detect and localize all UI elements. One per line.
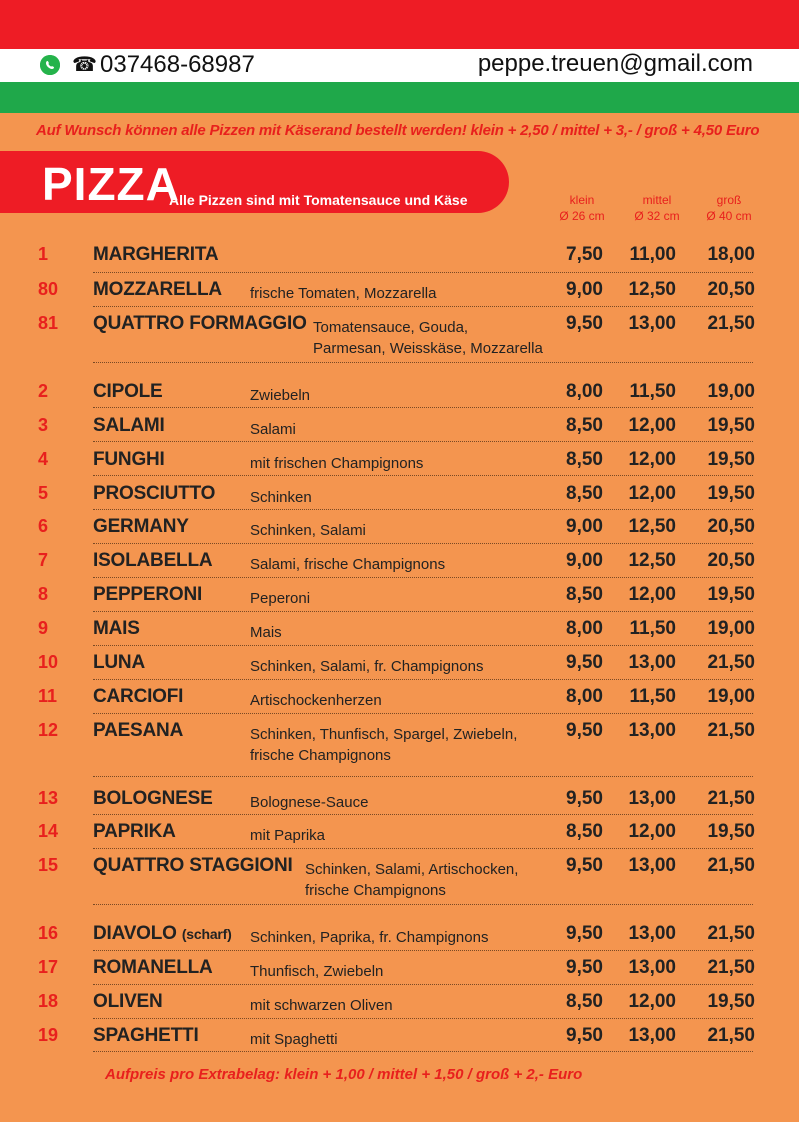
item-description-line: Schinken, Salami, Artischocken, — [305, 861, 519, 878]
item-description-line: mit frischen Champignons — [250, 455, 424, 472]
price-medium: 12,50 — [628, 279, 676, 300]
size-header-large — [684, 192, 774, 224]
item-name — [93, 313, 307, 335]
item-name — [93, 1025, 199, 1047]
item-description — [250, 724, 517, 766]
price-medium: 12,00 — [628, 821, 676, 842]
row-separator — [93, 679, 753, 680]
price-large: 21,50 — [707, 313, 755, 334]
price-small: 8,00 — [566, 618, 603, 639]
item-description — [250, 487, 312, 508]
price-medium: 12,00 — [628, 584, 676, 605]
item-description-line: Schinken, Salami, fr. Champignons — [250, 658, 484, 675]
price-medium: 11,50 — [629, 618, 676, 639]
price-large: 21,50 — [707, 957, 755, 978]
price-medium: 13,00 — [628, 788, 676, 809]
item-description-line: frische Champignons — [305, 882, 446, 899]
price-medium: 12,00 — [628, 991, 676, 1012]
item-name — [93, 991, 163, 1013]
price-large: 20,50 — [707, 516, 755, 537]
item-number: 9 — [38, 618, 49, 638]
item-number: 17 — [38, 957, 59, 977]
row-separator — [93, 984, 753, 985]
price-small: 9,50 — [566, 788, 603, 809]
price-small: 7,50 — [566, 244, 603, 265]
price-small: 8,50 — [566, 483, 603, 504]
price-small: 8,00 — [566, 686, 603, 707]
extra-topping-note: Aufpreis pro Extrabelag: klein + 1,00 / mittel + 1,50 / groß + 2,- Euro — [105, 1066, 583, 1083]
item-description — [250, 283, 436, 304]
whatsapp-icon — [40, 55, 60, 75]
price-small: 9,50 — [566, 855, 603, 876]
item-description-line: Schinken — [250, 489, 312, 506]
price-large: 19,50 — [707, 584, 755, 605]
price-large: 21,50 — [707, 720, 755, 741]
row-separator — [93, 577, 753, 578]
item-name — [93, 652, 145, 674]
item-name-text: SPAGHETTI — [93, 1025, 199, 1046]
price-large: 19,00 — [707, 686, 755, 707]
row-separator — [93, 362, 753, 363]
item-description — [250, 792, 368, 813]
item-description — [250, 453, 423, 474]
item-description-line: Schinken, Thunfisch, Spargel, Zwiebeln, — [250, 726, 518, 743]
flag-green-stripe — [0, 82, 799, 113]
row-separator — [93, 776, 753, 777]
price-medium: 12,50 — [628, 550, 676, 571]
price-medium: 13,00 — [628, 923, 676, 944]
item-number: 7 — [38, 550, 49, 570]
item-name-text: LUNA — [93, 652, 145, 673]
item-name-text: MARGHERITA — [93, 244, 219, 265]
item-number: 8 — [38, 584, 49, 604]
item-name-suffix: (scharf) — [181, 926, 232, 942]
item-description — [250, 995, 393, 1016]
row-separator — [93, 1051, 753, 1052]
item-name — [93, 449, 165, 471]
item-description-line: Tomatensauce, Gouda, — [313, 319, 469, 336]
price-large: 20,50 — [707, 550, 755, 571]
price-large: 19,00 — [707, 381, 755, 402]
item-description-line: Salami, frische Champignons — [250, 556, 446, 573]
item-name — [93, 855, 293, 877]
price-medium: 13,00 — [628, 1025, 676, 1046]
item-description — [250, 520, 366, 541]
phone-number: 037468-68987 — [100, 51, 255, 78]
row-separator — [93, 848, 753, 849]
item-name — [93, 279, 222, 301]
price-large: 21,50 — [707, 1025, 755, 1046]
size-diameter: Ø 32 cm — [634, 209, 680, 223]
flag-red-stripe — [0, 0, 799, 49]
item-description-line: Salami — [250, 421, 296, 438]
item-description-line: Zwiebeln — [250, 387, 311, 404]
row-separator — [93, 407, 753, 408]
item-description — [250, 622, 282, 643]
item-number: 10 — [38, 652, 59, 672]
price-small: 9,50 — [566, 1025, 603, 1046]
price-small: 9,50 — [566, 957, 603, 978]
item-description-line: mit Spaghetti — [250, 1031, 338, 1048]
item-number: 15 — [38, 855, 59, 875]
item-description — [250, 961, 383, 982]
price-small: 8,50 — [566, 449, 603, 470]
item-name-text: PAPRIKA — [93, 821, 176, 842]
item-name — [93, 381, 163, 403]
price-small: 9,00 — [566, 516, 603, 537]
row-separator — [93, 509, 753, 510]
item-name — [93, 483, 215, 505]
row-separator — [93, 543, 753, 544]
price-small: 9,50 — [566, 720, 603, 741]
item-number: 5 — [38, 483, 49, 503]
size-label: groß — [716, 193, 742, 207]
price-medium: 12,50 — [628, 516, 676, 537]
item-name-text: MAIS — [93, 618, 140, 639]
item-number: 4 — [38, 449, 49, 469]
item-name — [93, 516, 189, 538]
item-number: 11 — [38, 686, 58, 706]
item-name-text: FUNGHI — [93, 449, 165, 470]
size-diameter: Ø 26 cm — [559, 209, 605, 223]
price-medium: 11,50 — [629, 381, 676, 402]
item-name-text: QUATTRO FORMAGGIO — [93, 313, 307, 334]
item-description — [250, 927, 488, 948]
row-separator — [93, 475, 753, 476]
item-number: 18 — [38, 991, 59, 1011]
item-description — [250, 825, 325, 846]
row-separator — [93, 814, 753, 815]
price-small: 9,50 — [566, 313, 603, 334]
size-label: mittel — [642, 193, 672, 207]
item-name-text: CARCIOFI — [93, 686, 184, 707]
item-number: 12 — [38, 720, 59, 740]
item-description-line: mit schwarzen Oliven — [250, 997, 393, 1014]
item-name-text: QUATTRO STAGGIONI — [93, 855, 293, 876]
cheese-crust-note: Auf Wunsch können alle Pizzen mit Käserand bestellt werden! klein + 2,50 / mittel + 3,- / groß + 4,50 Euro — [36, 122, 760, 139]
item-name — [93, 923, 232, 945]
size-label: klein — [569, 193, 595, 207]
price-small: 8,50 — [566, 415, 603, 436]
item-number: 3 — [38, 415, 49, 435]
item-description — [305, 859, 518, 901]
item-name-text: BOLOGNESE — [93, 788, 213, 809]
row-separator — [93, 645, 753, 646]
item-description — [250, 554, 445, 575]
price-large: 21,50 — [707, 788, 755, 809]
item-name-text: PEPPERONI — [93, 584, 203, 605]
row-separator — [93, 272, 753, 273]
price-medium: 13,00 — [628, 652, 676, 673]
price-small: 8,50 — [566, 991, 603, 1012]
price-large: 19,50 — [707, 449, 755, 470]
item-description-line: Schinken, Salami — [250, 522, 366, 539]
price-medium: 12,00 — [628, 483, 676, 504]
price-small: 9,50 — [566, 923, 603, 944]
item-description — [250, 385, 310, 406]
row-separator — [93, 950, 753, 951]
section-subtitle: Alle Pizzen sind mit Tomatensauce und Käse — [169, 192, 468, 208]
row-separator — [93, 1018, 753, 1019]
item-number: 14 — [38, 821, 59, 841]
price-medium: 12,00 — [628, 415, 676, 436]
item-description-line: frische Tomaten, Mozzarella — [250, 285, 437, 302]
price-medium: 11,00 — [629, 244, 676, 265]
item-number: 80 — [38, 279, 59, 299]
item-description-line: Peperoni — [250, 590, 311, 607]
item-description — [313, 317, 543, 359]
item-description-line: Schinken, Paprika, fr. Champignons — [250, 929, 489, 946]
item-description-line: Bolognese-Sauce — [250, 794, 369, 811]
price-large: 18,00 — [707, 244, 755, 265]
item-number: 19 — [38, 1025, 59, 1045]
item-name-text: ISOLABELLA — [93, 550, 213, 571]
price-medium: 13,00 — [628, 855, 676, 876]
item-number: 13 — [38, 788, 59, 808]
item-name-text: OLIVEN — [93, 991, 163, 1012]
price-large: 19,50 — [707, 991, 755, 1012]
item-description-line: Parmesan, Weisskäse, Mozzarella — [313, 340, 543, 357]
price-large: 21,50 — [707, 923, 755, 944]
item-number: 16 — [38, 923, 59, 943]
item-description — [250, 690, 382, 711]
item-name — [93, 618, 140, 640]
row-separator — [93, 306, 753, 307]
item-description-line: frische Champignons — [250, 747, 391, 764]
item-number: 1 — [38, 244, 49, 264]
price-medium: 13,00 — [628, 313, 676, 334]
row-separator — [93, 441, 753, 442]
item-name — [93, 686, 183, 708]
item-name-text: PROSCIUTTO — [93, 483, 216, 504]
price-small: 8,50 — [566, 821, 603, 842]
price-small: 9,00 — [566, 279, 603, 300]
price-large: 19,50 — [707, 483, 755, 504]
item-name-text: SALAMI — [93, 415, 165, 436]
email-address: peppe.treuen@gmail.com — [477, 50, 753, 77]
item-name — [93, 720, 183, 742]
item-number: 6 — [38, 516, 49, 536]
item-number: 2 — [38, 381, 49, 401]
row-separator — [93, 713, 753, 714]
item-description — [250, 656, 483, 677]
price-medium: 12,00 — [628, 449, 676, 470]
item-name — [93, 788, 213, 810]
item-description-line: Artischockenherzen — [250, 692, 382, 709]
item-name-text: GERMANY — [93, 516, 189, 537]
item-name — [93, 821, 176, 843]
item-number: 81 — [38, 313, 59, 333]
price-small: 9,00 — [566, 550, 603, 571]
item-name-text: PAESANA — [93, 720, 184, 741]
item-name — [93, 957, 213, 979]
price-large: 19,00 — [707, 618, 755, 639]
item-name-text: MOZZARELLA — [93, 279, 222, 300]
item-name — [93, 584, 202, 606]
price-small: 8,00 — [566, 381, 603, 402]
size-diameter: Ø 40 cm — [706, 209, 752, 223]
item-name-text: ROMANELLA — [93, 957, 213, 978]
price-large: 20,50 — [707, 279, 755, 300]
item-description-line: Mais — [250, 624, 282, 641]
price-medium: 13,00 — [628, 957, 676, 978]
price-medium: 11,50 — [629, 686, 676, 707]
row-separator — [93, 611, 753, 612]
item-description — [250, 588, 310, 609]
price-large: 21,50 — [707, 855, 755, 876]
item-name — [93, 415, 165, 437]
item-name — [93, 244, 218, 266]
price-large: 19,50 — [707, 415, 755, 436]
item-description-line: Thunfisch, Zwiebeln — [250, 963, 384, 980]
item-name-text: DIAVOLO — [93, 923, 177, 944]
item-description — [250, 419, 296, 440]
phone-icon: ☎ — [72, 52, 97, 76]
section-title: PIZZA — [42, 158, 180, 210]
price-large: 19,50 — [707, 821, 755, 842]
item-description-line: mit Paprika — [250, 827, 326, 844]
item-name-text: CIPOLE — [93, 381, 163, 402]
row-separator — [93, 904, 753, 905]
price-medium: 13,00 — [628, 720, 676, 741]
price-small: 8,50 — [566, 584, 603, 605]
price-small: 9,50 — [566, 652, 603, 673]
item-name — [93, 550, 212, 572]
price-large: 21,50 — [707, 652, 755, 673]
item-description — [250, 1029, 338, 1050]
